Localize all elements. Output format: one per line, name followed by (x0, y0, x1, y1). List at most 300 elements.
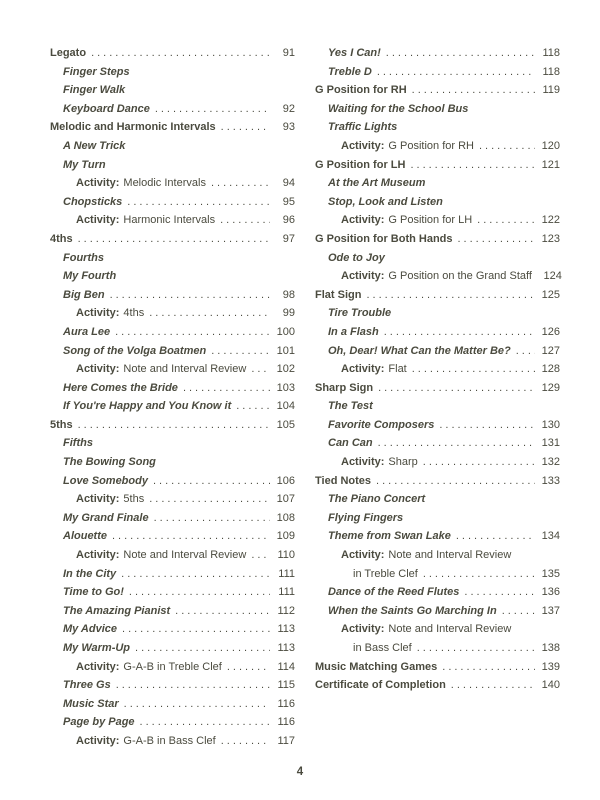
toc-entry-title (328, 527, 451, 546)
toc-entry-title (341, 546, 511, 565)
toc-entry-text: 5ths (50, 418, 73, 431)
activity-prefix: Activity: (76, 307, 120, 320)
toc-entry-page: 124 (543, 270, 562, 283)
toc-entry-song (315, 602, 560, 621)
toc-entry-page: 133 (541, 474, 560, 487)
dot-leader (124, 695, 270, 714)
dot-leader (451, 676, 535, 695)
toc-entry-song (50, 156, 295, 175)
toc-entry-text: Legato (50, 47, 87, 59)
toc-entry-text: Waiting for the School Bus (328, 102, 469, 115)
toc-entry-text: 5ths (123, 493, 145, 506)
toc-entry-title (63, 695, 119, 714)
dot-leader (377, 63, 535, 82)
toc-entry-title (353, 565, 418, 584)
activity-prefix: Activity: (76, 660, 120, 673)
toc-entry-song (50, 397, 295, 416)
toc-entry-title (328, 100, 468, 119)
toc-entry-text: My Warm-Up (63, 642, 131, 654)
toc-entry-page: 118 (542, 65, 560, 78)
activity-prefix: Activity: (341, 623, 385, 636)
toc-entry-text: In a Flash (328, 325, 379, 338)
toc-entry-heading (315, 230, 560, 249)
toc-entry-song (315, 118, 560, 137)
toc-entry-title (328, 509, 403, 528)
toc-entry-title (328, 174, 425, 193)
dot-leader (116, 676, 270, 695)
dot-leader (477, 211, 535, 230)
toc-entry-title (63, 565, 116, 584)
toc-entry-text: G-A-B in Treble Clef (123, 660, 222, 673)
toc-columns (50, 44, 560, 751)
toc-entry-song (50, 453, 295, 472)
toc-entry-text: When the Saints Go Marching In (328, 604, 497, 617)
toc-entry-title (63, 620, 117, 639)
toc-entry-page: 103 (276, 381, 295, 394)
toc-entry-text: Finger Steps (63, 65, 130, 78)
toc-entry-heading (315, 676, 560, 695)
toc-entry-text: The Test (328, 400, 373, 413)
toc-entry-text: Keyboard Dance (63, 102, 150, 115)
toc-entry-title (76, 174, 206, 193)
toc-entry-title (315, 230, 453, 249)
dot-leader (129, 583, 270, 602)
toc-entry-song (50, 193, 295, 212)
dot-leader (153, 472, 270, 491)
toc-entry-activity (50, 211, 295, 230)
toc-entry-song (315, 249, 560, 268)
toc-entry-title (341, 211, 472, 230)
toc-entry-title (76, 546, 246, 565)
toc-entry-song (315, 323, 560, 342)
dot-leader (211, 174, 270, 193)
toc-entry-text: Tire Trouble (328, 307, 392, 320)
toc-entry-title (353, 639, 412, 658)
toc-column-right (315, 44, 560, 751)
dot-leader (78, 230, 270, 249)
toc-entry-text: G Position for LH (315, 158, 406, 171)
toc-entry-page: 129 (541, 381, 560, 394)
activity-prefix: Activity: (76, 214, 120, 227)
toc-entry-page: 116 (277, 716, 295, 729)
toc-entry-title (328, 434, 373, 453)
activity-prefix: Activity: (341, 214, 385, 227)
toc-entry-text: Traffic Lights (328, 121, 398, 134)
toc-entry-text: Here Comes the Bride (63, 381, 178, 394)
dot-leader (479, 137, 535, 156)
toc-entry-text: At the Art Museum (328, 177, 426, 190)
toc-entry-song (50, 509, 295, 528)
dot-leader (149, 490, 270, 509)
toc-entry-page: 122 (541, 214, 560, 227)
dot-leader (378, 434, 535, 453)
toc-entry-title (63, 81, 125, 100)
toc-entry-text: Flat (388, 363, 407, 376)
dot-leader (251, 546, 270, 565)
toc-entry-title (341, 137, 474, 156)
toc-entry-text: The Bowing Song (63, 456, 156, 469)
toc-entry-page: 99 (282, 307, 295, 320)
toc-entry-page: 121 (541, 158, 560, 171)
dot-leader (78, 416, 270, 435)
toc-entry-song (315, 416, 560, 435)
toc-entry-page: 119 (542, 84, 560, 97)
toc-entry-title (63, 100, 150, 119)
toc-entry-activity (315, 546, 560, 565)
toc-entry-text: Theme from Swan Lake (328, 530, 451, 543)
toc-entry-text: Can Can (328, 437, 373, 450)
toc-entry-page: 92 (282, 102, 295, 115)
toc-entry-title (315, 676, 446, 695)
toc-entry-page: 117 (277, 734, 295, 747)
activity-prefix: Activity: (76, 177, 120, 190)
toc-entry-song (50, 63, 295, 82)
toc-entry-title (76, 211, 215, 230)
toc-entry-song (315, 304, 560, 323)
toc-entry-text: My Grand Finale (63, 511, 149, 524)
toc-entry-continuation (315, 639, 560, 658)
dot-leader (251, 360, 270, 379)
toc-entry-continuation (315, 565, 560, 584)
dot-leader (464, 583, 535, 602)
toc-entry-text: Certificate of Completion (315, 679, 446, 692)
toc-entry-page: 140 (541, 679, 560, 692)
toc-entry-text: Stop, Look and Listen (328, 195, 443, 208)
toc-entry-page: 136 (541, 586, 560, 599)
toc-entry-song (50, 676, 295, 695)
toc-entry-title (328, 63, 372, 82)
dot-leader (417, 639, 535, 658)
dot-leader (442, 658, 535, 677)
toc-entry-page: 132 (541, 456, 560, 469)
toc-entry-text: Melodic Intervals (123, 177, 206, 190)
toc-entry-text: Fourths (63, 251, 104, 264)
toc-entry-page: 127 (541, 344, 560, 357)
toc-entry-song (315, 490, 560, 509)
toc-entry-song (315, 583, 560, 602)
toc-entry-activity (50, 546, 295, 565)
toc-entry-page: 93 (282, 121, 295, 134)
toc-entry-title (328, 249, 385, 268)
toc-entry-song (50, 249, 295, 268)
toc-entry-song (50, 695, 295, 714)
toc-entry-title (328, 583, 459, 602)
dot-leader (122, 620, 270, 639)
toc-entry-song (50, 472, 295, 491)
toc-entry-page: 126 (541, 325, 560, 338)
toc-entry-song (50, 713, 295, 732)
toc-entry-text: Love Somebody (63, 474, 148, 487)
toc-entry-title (328, 193, 443, 212)
toc-entry-title (63, 583, 124, 602)
toc-entry-song (315, 434, 560, 453)
toc-entry-title (315, 286, 361, 305)
dot-leader (458, 230, 536, 249)
dot-leader (155, 100, 270, 119)
toc-entry-text: G Position for RH (388, 139, 474, 152)
toc-entry-title (50, 230, 73, 249)
toc-entry-text: Note and Interval Review (123, 363, 247, 376)
toc-entry-page: 100 (276, 325, 295, 338)
toc-entry-text: Flat Sign (315, 288, 362, 301)
toc-entry-title (328, 602, 497, 621)
toc-entry-page: 105 (276, 418, 295, 431)
toc-entry-page: 123 (541, 232, 560, 245)
dot-leader (236, 397, 270, 416)
toc-entry-text: Note and Interval Review (123, 549, 247, 562)
toc-entry-song (315, 509, 560, 528)
toc-entry-page: 113 (277, 642, 295, 654)
toc-entry-heading (315, 658, 560, 677)
toc-entry-song (50, 379, 295, 398)
dot-leader (110, 286, 270, 305)
toc-entry-page: 94 (282, 177, 295, 190)
toc-entry-title (328, 342, 511, 361)
toc-entry-activity (50, 174, 295, 193)
toc-entry-heading (315, 379, 560, 398)
toc-entry-heading (50, 44, 295, 63)
toc-entry-text: Page by Page (63, 716, 135, 729)
toc-entry-song (50, 137, 295, 156)
toc-entry-title (315, 379, 373, 398)
dot-leader (221, 118, 270, 137)
toc-entry-text: Yes I Can! (328, 47, 381, 59)
toc-entry-title (63, 249, 104, 268)
toc-entry-page: 139 (541, 660, 560, 673)
toc-entry-title (63, 323, 110, 342)
toc-entry-title (63, 639, 130, 658)
toc-entry-title (76, 490, 144, 509)
toc-entry-text: G Position for Both Hands (315, 232, 453, 245)
toc-entry-text: Chopsticks (63, 195, 123, 208)
dot-leader (121, 565, 270, 584)
toc-entry-song (50, 267, 295, 286)
dot-leader (516, 342, 535, 361)
toc-entry-title (63, 434, 93, 453)
toc-entry-title (328, 323, 379, 342)
dot-leader (149, 304, 270, 323)
toc-entry-page: 104 (276, 400, 295, 413)
toc-entry-title (76, 360, 246, 379)
toc-entry-page: 98 (282, 288, 295, 301)
toc-entry-page: 125 (541, 288, 560, 301)
toc-entry-title (341, 620, 511, 639)
toc-entry-activity (315, 211, 560, 230)
toc-entry-text: Finger Walk (63, 84, 126, 97)
toc-entry-text: Three Gs (63, 679, 111, 692)
dot-leader (127, 193, 270, 212)
toc-entry-text: Music Star (63, 697, 119, 710)
toc-entry-heading (50, 230, 295, 249)
toc-entry-title (315, 658, 437, 677)
toc-entry-title (63, 509, 149, 528)
toc-entry-title (341, 267, 532, 286)
toc-entry-text: G-A-B in Bass Clef (123, 734, 216, 747)
toc-entry-page: 107 (276, 493, 295, 506)
toc-entry-page: 115 (277, 679, 295, 692)
toc-entry-page: 101 (276, 344, 295, 357)
toc-entry-text: Oh, Dear! What Can the Matter Be? (328, 344, 511, 357)
dot-leader (175, 602, 270, 621)
toc-entry-title (76, 658, 222, 677)
toc-entry-song (315, 397, 560, 416)
toc-entry-title (63, 342, 206, 361)
dot-leader (366, 286, 535, 305)
dot-leader (384, 323, 535, 342)
toc-entry-song (50, 323, 295, 342)
activity-prefix: Activity: (76, 363, 120, 376)
activity-prefix: Activity: (341, 363, 385, 376)
toc-entry-text: Favorite Composers (328, 418, 435, 431)
toc-entry-page: 134 (541, 530, 560, 543)
toc-entry-text: Aura Lee (63, 325, 111, 338)
toc-entry-song (50, 527, 295, 546)
toc-entry-page: 110 (277, 549, 295, 562)
toc-entry-text: Ode to Joy (328, 251, 385, 264)
toc-entry-title (328, 118, 397, 137)
toc-entry-page: 111 (278, 586, 295, 599)
toc-entry-song (315, 44, 560, 63)
toc-entry-title (50, 118, 216, 137)
toc-entry-page: 111 (278, 567, 295, 580)
dot-leader (410, 156, 535, 175)
toc-entry-activity (315, 360, 560, 379)
toc-entry-text: My Advice (63, 623, 118, 636)
toc-entry-page: 116 (277, 697, 295, 710)
toc-entry-activity (315, 620, 560, 639)
toc-entry-title (328, 44, 381, 63)
toc-entry-heading (315, 286, 560, 305)
toc-entry-title (76, 732, 216, 751)
toc-entry-page: 131 (541, 437, 560, 450)
toc-entry-title (63, 156, 106, 175)
toc-entry-text: in Treble Clef (353, 567, 418, 580)
dot-leader (220, 211, 270, 230)
toc-entry-heading (50, 118, 295, 137)
toc-entry-text: Tied Notes (315, 474, 372, 487)
toc-entry-heading (315, 81, 560, 100)
toc-entry-activity (50, 732, 295, 751)
toc-entry-text: My Turn (63, 158, 106, 171)
toc-entry-song (50, 286, 295, 305)
toc-entry-heading (50, 416, 295, 435)
toc-entry-title (63, 527, 107, 546)
toc-entry-title (63, 713, 135, 732)
toc-entry-text: Note and Interval Review (388, 623, 512, 636)
dot-leader (378, 379, 535, 398)
toc-entry-title (341, 453, 418, 472)
toc-entry-title (63, 453, 156, 472)
toc-entry-song (50, 602, 295, 621)
toc-entry-title (328, 490, 425, 509)
toc-entry-page: 135 (541, 567, 560, 580)
toc-entry-text: Dance of the Reed Flutes (328, 586, 460, 599)
activity-prefix: Activity: (76, 549, 120, 562)
toc-entry-text: My Fourth (63, 270, 117, 283)
toc-entry-title (328, 416, 434, 435)
toc-entry-page: 108 (276, 511, 295, 524)
toc-entry-text: G Position for LH (388, 214, 473, 227)
toc-entry-page: 109 (276, 530, 295, 543)
toc-entry-page: 120 (541, 139, 560, 152)
dot-leader (183, 379, 270, 398)
dot-leader (423, 565, 535, 584)
toc-entry-title (63, 676, 111, 695)
toc-entry-song (315, 100, 560, 119)
toc-entry-title (63, 63, 130, 82)
toc-entry-title (315, 81, 407, 100)
dot-leader (135, 639, 270, 658)
toc-entry-title (63, 286, 105, 305)
toc-entry-song (50, 620, 295, 639)
toc-entry-activity (315, 453, 560, 472)
toc-entry-text: G Position for RH (315, 84, 407, 97)
toc-entry-text: The Piano Concert (328, 493, 426, 506)
toc-entry-page: 112 (277, 604, 295, 617)
toc-entry-song (315, 174, 560, 193)
toc-column-left (50, 44, 295, 751)
activity-prefix: Activity: (341, 270, 385, 283)
toc-entry-page: 138 (541, 642, 560, 654)
toc-entry-page: 102 (276, 363, 295, 376)
toc-entry-text: Time to Go! (63, 586, 124, 599)
toc-entry-song (315, 342, 560, 361)
toc-entry-song (315, 63, 560, 82)
toc-entry-text: Big Ben (63, 288, 105, 301)
toc-entry-page: 128 (541, 363, 560, 376)
activity-prefix: Activity: (341, 456, 385, 469)
toc-entry-activity (50, 658, 295, 677)
toc-entry-title (63, 472, 148, 491)
toc-entry-text: If You're Happy and You Know it (63, 400, 232, 413)
toc-entry-page: 114 (277, 660, 295, 673)
toc-entry-page: 95 (282, 195, 295, 208)
dot-leader (412, 81, 535, 100)
dot-leader (412, 360, 535, 379)
dot-leader (456, 527, 535, 546)
toc-entry-title (328, 304, 391, 323)
toc-entry-song (50, 434, 295, 453)
dot-leader (140, 713, 270, 732)
toc-entry-page: 106 (276, 474, 295, 487)
toc-entry-activity (315, 137, 560, 156)
activity-prefix: Activity: (76, 493, 120, 506)
toc-entry-text: Music Matching Games (315, 660, 438, 673)
toc-entry-title (50, 416, 73, 435)
toc-entry-text: A New Trick (63, 139, 126, 152)
dot-leader (221, 732, 270, 751)
activity-prefix: Activity: (76, 734, 120, 747)
toc-entry-title (315, 156, 405, 175)
toc-entry-activity (50, 304, 295, 323)
dot-leader (227, 658, 270, 677)
toc-entry-text: Treble D (328, 65, 372, 78)
toc-entry-page: 96 (282, 214, 295, 227)
toc-entry-text: 4ths (123, 307, 145, 320)
toc-entry-page: 118 (542, 47, 560, 59)
toc-entry-activity (50, 490, 295, 509)
toc-entry-title (341, 360, 407, 379)
toc-entry-text: Flying Fingers (328, 511, 404, 524)
toc-entry-activity (315, 267, 560, 286)
activity-prefix: Activity: (341, 139, 385, 152)
toc-entry-text: In the City (63, 567, 117, 580)
toc-entry-text: G Position on the Grand Staff (388, 270, 532, 283)
dot-leader (439, 416, 535, 435)
toc-entry-song (50, 639, 295, 658)
toc-entry-song (315, 527, 560, 546)
toc-entry-text: Harmonic Intervals (123, 214, 216, 227)
